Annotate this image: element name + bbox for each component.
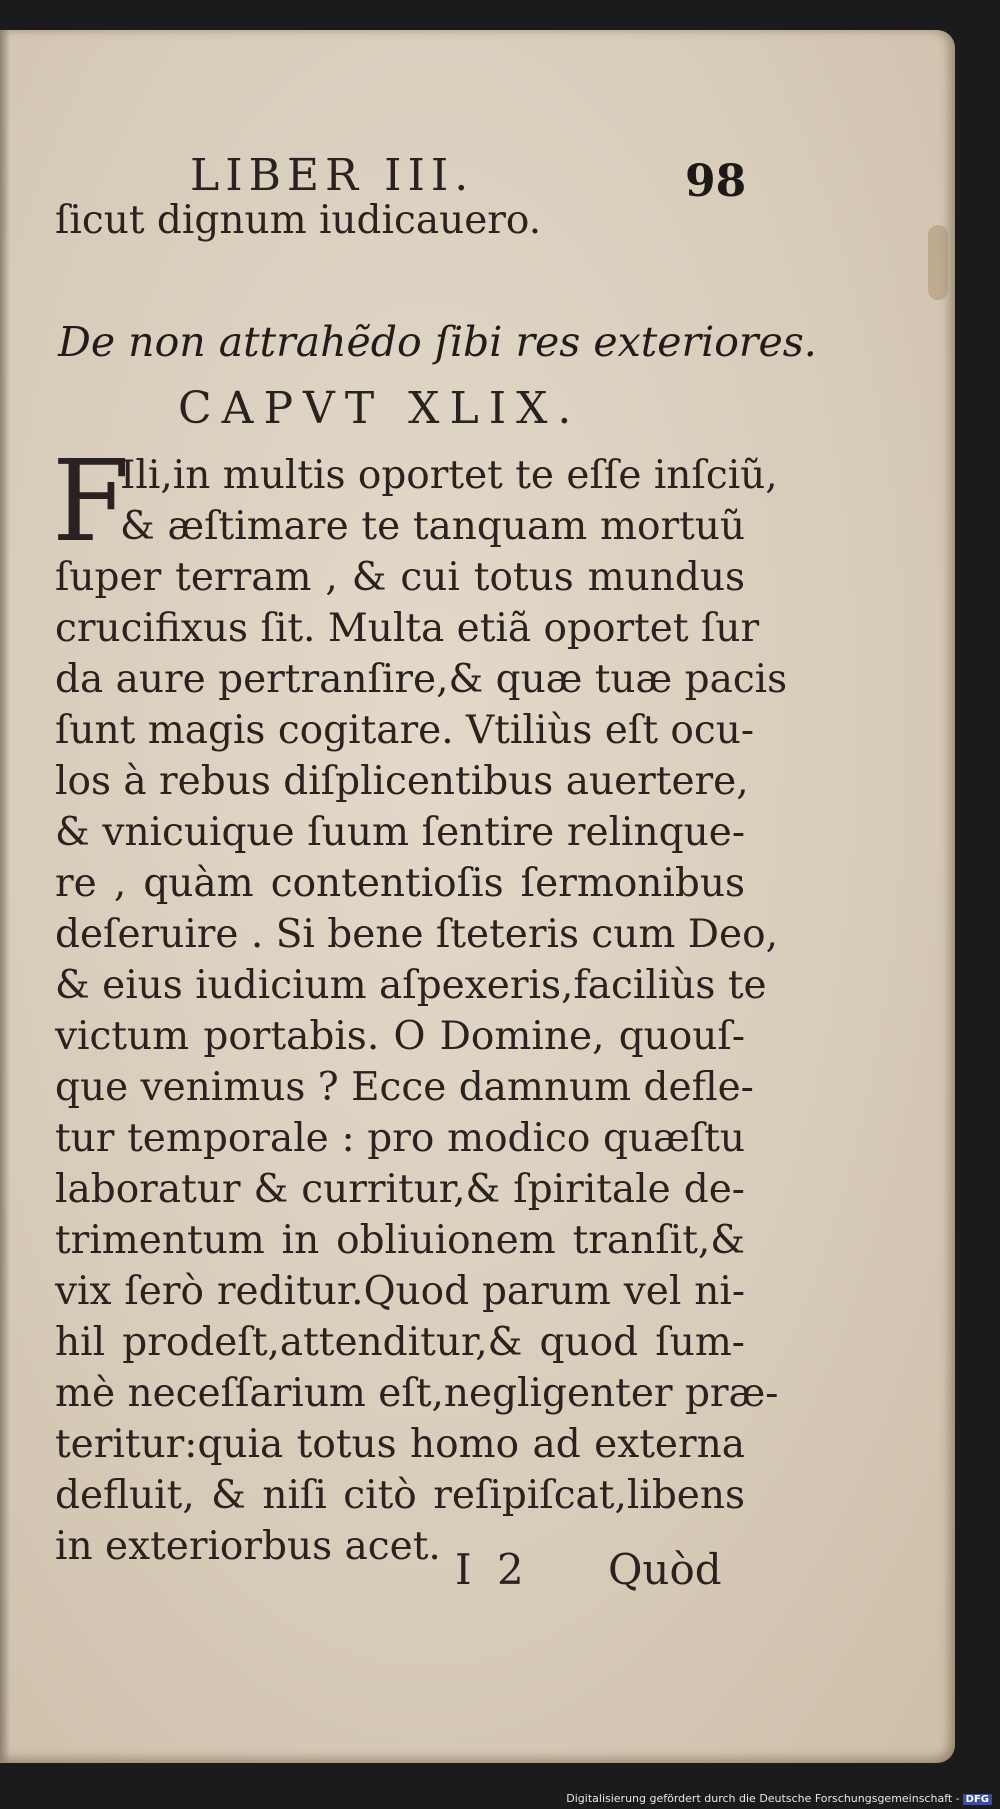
chapter-title: De non attrahẽdo ſibi res exteriores. (58, 318, 817, 366)
digitization-credit (566, 1792, 992, 1805)
page-gutter-shadow (0, 30, 10, 1763)
text-line: tur temporale : pro modico quæſtu (55, 1116, 745, 1161)
text-line: mè neceſſarium eſt,negligenter præ- (55, 1371, 779, 1416)
catchword: Quòd (608, 1545, 722, 1594)
text-line: laboratur & curritur,& ſpiritale de- (55, 1167, 745, 1212)
signature-mark: I 2 (455, 1545, 530, 1594)
text-line: ſunt magis cogitare. Vtiliùs eſt ocu- (55, 708, 755, 753)
text-line: in exteriorbus acet. (55, 1524, 441, 1569)
text-line: Ili,in multis oportet te eſſe inſciũ, (120, 453, 778, 498)
page-footer (0, 1545, 955, 1605)
chapter-number: CAPVT XLIX. (178, 383, 582, 434)
credit-text: Digitalisierung gefördert durch die Deutsche Forschungsgemeinschaft - (566, 1792, 960, 1805)
text-line: teritur:quia totus homo ad externa (55, 1422, 745, 1467)
text-line: hil prodeſt,attenditur,& quod ſum- (55, 1320, 745, 1365)
text-line: ſuper terram , & cui totus mundus (55, 555, 745, 600)
page-number: 98 (685, 156, 747, 207)
dfg-logo: DFG (963, 1794, 992, 1805)
carryover-line: ſicut dignum iudicauero. (55, 198, 542, 243)
text-line: vix ſerò reditur.Quod parum vel ni- (55, 1269, 745, 1314)
text-line: los à rebus diſplicentibus auertere, (55, 759, 749, 804)
text-line: que venimus ? Ecce damnum defle- (55, 1065, 754, 1110)
text-line: re , quàm contentioſis ſermonibus (55, 861, 745, 906)
text-line: victum portabis. O Domine, quouſ- (55, 1014, 745, 1059)
text-line: & æſtimare te tanquam mortuũ (120, 504, 745, 549)
drop-cap-initial: F (52, 437, 130, 567)
text-line: & vnicuique ſuum ſentire relinque- (55, 810, 745, 855)
chapter-body (55, 450, 788, 1572)
text-line: crucifixus ſit. Multa etiã oportet ſur (55, 606, 760, 651)
text-line: deſeruire . Si bene ſteteris cum Deo, (55, 912, 778, 957)
carryover-text (55, 195, 745, 246)
running-title: LIBER III. (190, 150, 475, 201)
text-line: & eius iudicium aſpexeris,faciliùs te (55, 963, 767, 1008)
text-line: defluit, & niſi citò reſipiſcat,libens (55, 1473, 745, 1518)
text-line: trimentum in obliuionem tranſit,& (55, 1218, 745, 1263)
paper-stain (928, 225, 948, 300)
text-line: da aure pertranſire,& quæ tuæ pacis (55, 657, 788, 702)
